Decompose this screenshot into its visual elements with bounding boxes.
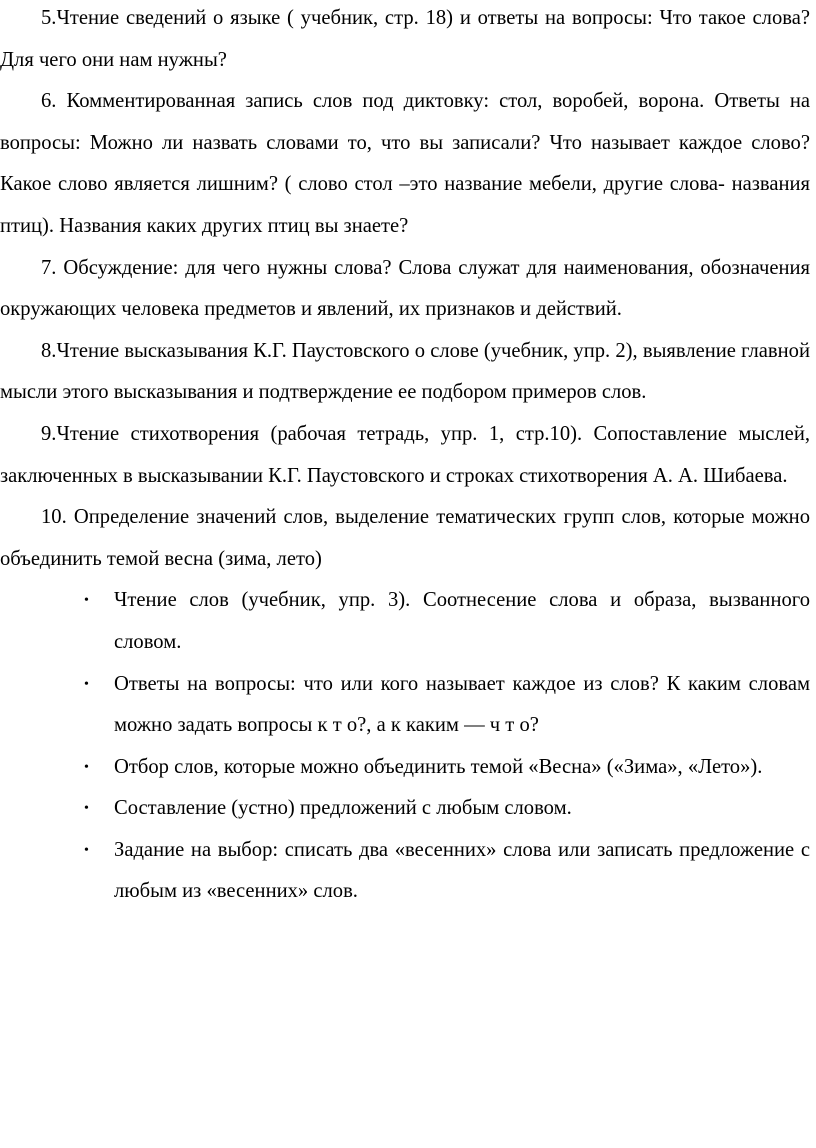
bullet-item-text: Ответы на вопросы: что или кого называет каждое из слов? К каким словам можно задать вопросы к т о?, а к каким — ч т о? — [114, 672, 810, 737]
bullet-item-text: Чтение слов (учебник, упр. 3). Соотнесение слова и образа, вызванного словом. — [114, 589, 810, 653]
bullet-icon: • — [84, 842, 89, 858]
bullet-icon: • — [84, 593, 89, 609]
bullet-icon: • — [84, 676, 89, 692]
bullet-item — [0, 788, 810, 830]
paragraph-10: 10. Определение значений слов, выделение тематических групп слов, которые можно объединить темой весна (зима, лето) — [0, 506, 810, 570]
paragraph-5: 5.Чтение сведений о языке ( учебник, стр. 18) и ответы на вопросы: Что такое слова? Для чего они нам нужны? — [0, 7, 810, 71]
bullet-icon: • — [84, 759, 89, 775]
bullet-icon: • — [84, 801, 89, 817]
bullet-item — [0, 830, 810, 913]
bullet-item-text: Составление (устно) предложений с любым словом. — [114, 797, 572, 820]
bullet-list — [0, 580, 810, 913]
bullet-item-text: Задание на выбор: списать два «весенних» слова или записать предложение с любым из «весенних» слов. — [114, 838, 810, 903]
paragraph-9: 9.Чтение стихотворения (рабочая тетрадь, упр. 1, стр.10). Сопоставление мыслей, заключенных в высказывании К.Г. Паустовского и строках стихотворения А. А. Шибаева. — [0, 422, 810, 487]
paragraph-7: 7. Обсуждение: для чего нужны слова? Слова служат для наименования, обозначения окружающих человека предметов и явлений, их признаков и действий. — [0, 256, 810, 321]
bullet-item — [0, 580, 810, 663]
bullet-item — [0, 664, 810, 747]
bullet-item — [0, 747, 810, 789]
paragraph-8: 8.Чтение высказывания К.Г. Паустовского о слове (учебник, упр. 2), выявление главной мысли этого высказывания и подтверждение ее подбором примеров слов. — [0, 339, 810, 404]
bullet-item-text: Отбор слов, которые можно объединить темой «Весна» («Зима», «Лето»). — [114, 755, 763, 778]
paragraph-6: 6. Комментированная запись слов под диктовку: стол, воробей, ворона. Ответы на вопросы: Можно ли назвать словами то, что вы записали? Что называет каждое слово? Какое слово является лишним? ( слово стол –это название мебели, другие слова- названия птиц). Названия каких других птиц вы знаете? — [0, 90, 810, 237]
